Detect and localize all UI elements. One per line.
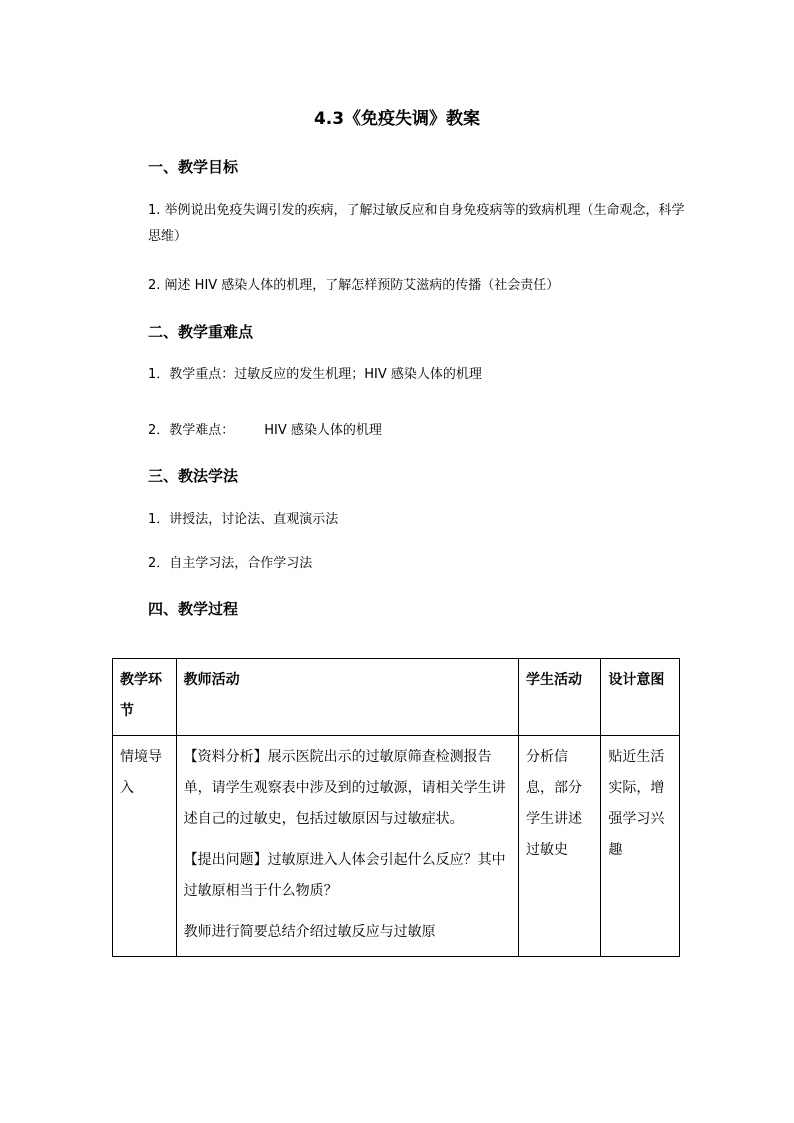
key-point-item-1: 1．教学重点：过敏反应的发生机理；HIV 感染人体的机理: [148, 367, 482, 382]
table-header-row: [113, 659, 680, 736]
difficulty-label: 2．教学难点：: [148, 423, 235, 438]
objective-item-1: 1. 举例说出免疫失调引发的疾病，了解过敏反应和自身免疫病等的致病机理（生命观念，科学思维）: [148, 203, 685, 244]
document-title: 4.3《免疫失调》教案: [313, 109, 481, 129]
method-item-1: 1．讲授法，讨论法、直观演示法: [148, 512, 339, 527]
section-heading-process: 四、教学过程: [148, 600, 239, 618]
section-heading-key-points: 二、教学重难点: [148, 323, 254, 341]
difficulty-value: HIV 感染人体的机理: [264, 423, 382, 438]
teaching-process-table: [112, 658, 680, 957]
cell-stage: 情境导入: [113, 736, 177, 957]
cell-design-intent: 贴近生活实际，增强学习兴趣: [601, 736, 680, 957]
teacher-activity-paragraph: 教师进行简要总结介绍过敏反应与过敏原: [183, 924, 436, 940]
header-design-intent: 设计意图: [601, 659, 680, 736]
section-heading-methods: 三、教法学法: [148, 467, 239, 485]
table-row: [113, 736, 680, 957]
header-teacher-activity: 教师活动: [176, 659, 518, 736]
teacher-activity-paragraph: 【提出问题】过敏原进入人体会引起什么反应？其中过敏原相当于什么物质？: [183, 852, 506, 899]
cell-teacher-activity: [176, 736, 518, 957]
method-item-2: 2．自主学习法，合作学习法: [148, 556, 313, 571]
teacher-activity-paragraph: 【资料分析】展示医院出示的过敏原筛查检测报告单，请学生观察表中涉及到的过敏源，请相关学生讲述自己的过敏史，包括过敏原因与过敏症状。: [183, 749, 506, 827]
header-student-activity: 学生活动: [518, 659, 600, 736]
section-heading-objectives: 一、教学目标: [148, 158, 239, 176]
objective-item-2: 2. 阐述 HIV 感染人体的机理，了解怎样预防艾滋病的传播（社会责任）: [148, 278, 560, 293]
cell-student-activity: 分析信息，部分学生讲述过敏史: [518, 736, 600, 957]
header-stage: 教学环节: [113, 659, 177, 736]
key-point-item-2: [148, 418, 688, 444]
